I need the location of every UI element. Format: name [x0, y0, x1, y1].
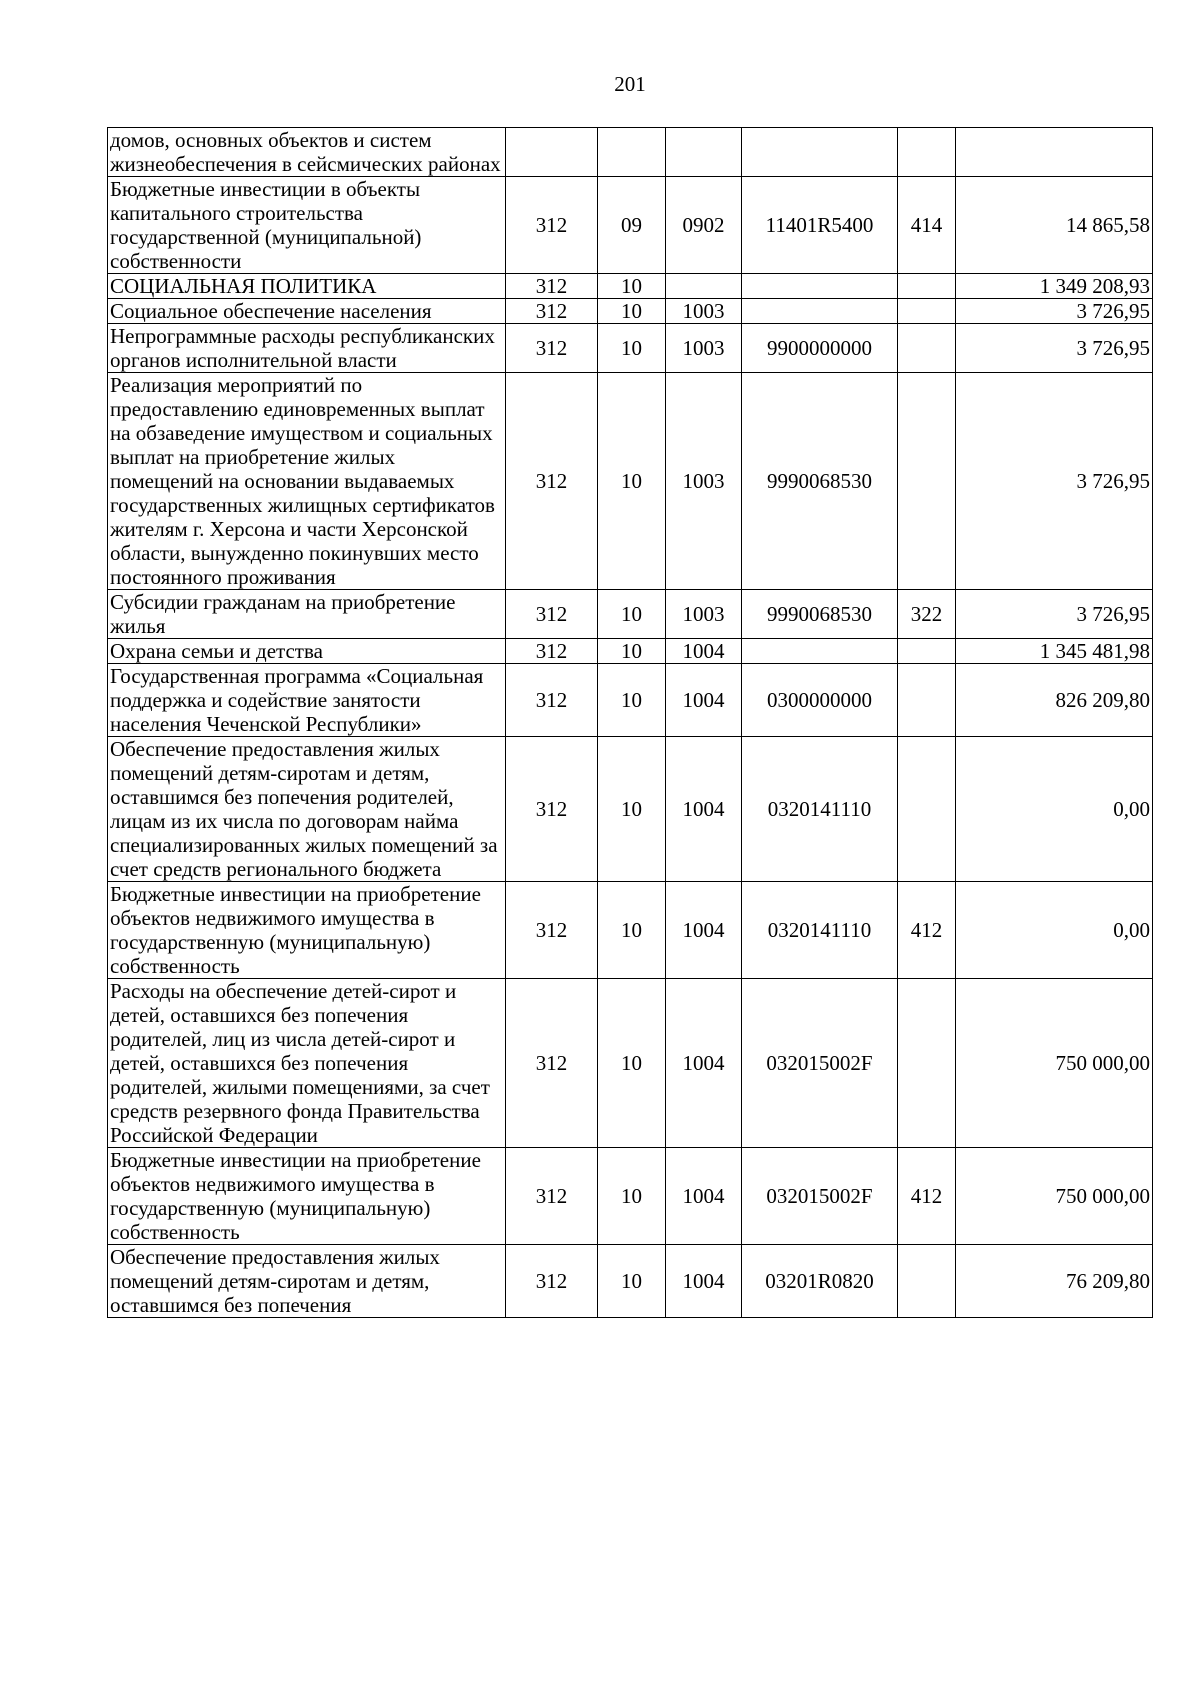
cell-pr: 1003 — [666, 324, 742, 373]
table-row — [108, 128, 1153, 177]
cell-ved: 312 — [506, 299, 598, 324]
table-row — [108, 664, 1153, 737]
cell-vr — [898, 639, 956, 664]
table-row — [108, 299, 1153, 324]
table-row — [108, 639, 1153, 664]
cell-vr — [898, 324, 956, 373]
cell-sum: 0,00 — [956, 882, 1153, 979]
cell-sum: 750 000,00 — [956, 1148, 1153, 1245]
cell-vr: 412 — [898, 1148, 956, 1245]
cell-rz: 10 — [598, 324, 666, 373]
cell-csr: 0320141110 — [742, 882, 898, 979]
cell-csr: 9990068530 — [742, 590, 898, 639]
cell-rz — [598, 128, 666, 177]
cell-csr: 03201R0820 — [742, 1245, 898, 1318]
cell-sum: 750 000,00 — [956, 979, 1153, 1148]
cell-name: Бюджетные инвестиции в объекты капитального строительства государственной (муниципальной) собственности — [108, 177, 506, 274]
cell-pr — [666, 128, 742, 177]
cell-ved: 312 — [506, 737, 598, 882]
cell-csr — [742, 128, 898, 177]
cell-name: Расходы на обеспечение детей-сирот и детей, оставшихся без попечения родителей, лиц из числа детей-сирот и детей, оставшихся без попечения родителей, жилыми помещениями, за счет средств резервного фонда Правительства Российской Федерации — [108, 979, 506, 1148]
table-row — [108, 882, 1153, 979]
cell-pr: 1004 — [666, 737, 742, 882]
cell-rz: 10 — [598, 664, 666, 737]
cell-sum: 826 209,80 — [956, 664, 1153, 737]
cell-ved: 312 — [506, 373, 598, 590]
cell-pr: 1003 — [666, 590, 742, 639]
cell-ved: 312 — [506, 664, 598, 737]
cell-sum: 1 349 208,93 — [956, 274, 1153, 299]
cell-ved: 312 — [506, 324, 598, 373]
cell-name: Обеспечение предоставления жилых помещений детям-сиротам и детям, оставшимся без попечения родителей, лицам из их числа по договорам найма специализированных жилых помещений за счет средств регионального бюджета — [108, 737, 506, 882]
budget-table — [107, 127, 1153, 1318]
cell-pr: 1004 — [666, 664, 742, 737]
table-row — [108, 274, 1153, 299]
cell-pr: 1004 — [666, 882, 742, 979]
cell-rz: 10 — [598, 299, 666, 324]
cell-name: Субсидии гражданам на приобретение жилья — [108, 590, 506, 639]
cell-sum: 3 726,95 — [956, 299, 1153, 324]
cell-ved: 312 — [506, 639, 598, 664]
cell-name: Реализация мероприятий по предоставлению единовременных выплат на обзаведение имуществом и социальных выплат на приобретение жилых помещений на основании выдаваемых государственных жилищных сертификатов жителям г. Херсона и части Херсонской области, вынужденно покинувших место постоянного проживания — [108, 373, 506, 590]
cell-pr: 1003 — [666, 373, 742, 590]
cell-rz: 10 — [598, 1148, 666, 1245]
cell-csr — [742, 274, 898, 299]
table-row — [108, 590, 1153, 639]
cell-rz: 10 — [598, 639, 666, 664]
cell-pr: 1004 — [666, 639, 742, 664]
cell-csr: 032015002F — [742, 979, 898, 1148]
cell-vr — [898, 979, 956, 1148]
cell-vr: 412 — [898, 882, 956, 979]
table-row — [108, 1148, 1153, 1245]
cell-sum: 0,00 — [956, 737, 1153, 882]
cell-name: СОЦИАЛЬНАЯ ПОЛИТИКА — [108, 274, 506, 299]
cell-rz: 10 — [598, 373, 666, 590]
cell-ved: 312 — [506, 590, 598, 639]
cell-ved: 312 — [506, 1148, 598, 1245]
cell-name: Бюджетные инвестиции на приобретение объектов недвижимого имущества в государственную (муниципальную) собственность — [108, 1148, 506, 1245]
cell-vr — [898, 373, 956, 590]
cell-vr — [898, 128, 956, 177]
cell-sum: 3 726,95 — [956, 324, 1153, 373]
table-row — [108, 1245, 1153, 1318]
cell-csr — [742, 299, 898, 324]
cell-name: Социальное обеспечение населения — [108, 299, 506, 324]
cell-csr: 9990068530 — [742, 373, 898, 590]
cell-sum: 76 209,80 — [956, 1245, 1153, 1318]
cell-rz: 10 — [598, 882, 666, 979]
cell-csr — [742, 639, 898, 664]
cell-pr: 0902 — [666, 177, 742, 274]
table-row — [108, 177, 1153, 274]
cell-csr: 032015002F — [742, 1148, 898, 1245]
cell-sum: 3 726,95 — [956, 373, 1153, 590]
cell-sum: 3 726,95 — [956, 590, 1153, 639]
cell-vr — [898, 274, 956, 299]
cell-ved: 312 — [506, 882, 598, 979]
cell-rz: 10 — [598, 1245, 666, 1318]
cell-csr: 9900000000 — [742, 324, 898, 373]
cell-ved: 312 — [506, 177, 598, 274]
table-row — [108, 737, 1153, 882]
cell-csr: 11401R5400 — [742, 177, 898, 274]
cell-ved: 312 — [506, 1245, 598, 1318]
cell-name: Непрограммные расходы республиканских органов исполнительной власти — [108, 324, 506, 373]
page-number: 201 — [614, 72, 646, 96]
cell-name: домов, основных объектов и систем жизнеобеспечения в сейсмических районах — [108, 128, 506, 177]
cell-csr: 0300000000 — [742, 664, 898, 737]
cell-vr — [898, 299, 956, 324]
cell-name: Обеспечение предоставления жилых помещений детям-сиротам и детям, оставшимся без попечения — [108, 1245, 506, 1318]
cell-sum — [956, 128, 1153, 177]
table-row — [108, 979, 1153, 1148]
cell-vr — [898, 664, 956, 737]
cell-name: Государственная программа «Социальная поддержка и содействие занятости населения Чеченской Республики» — [108, 664, 506, 737]
cell-sum: 1 345 481,98 — [956, 639, 1153, 664]
cell-vr: 414 — [898, 177, 956, 274]
cell-pr — [666, 274, 742, 299]
cell-rz: 10 — [598, 274, 666, 299]
cell-pr: 1004 — [666, 1148, 742, 1245]
cell-vr — [898, 737, 956, 882]
cell-pr: 1004 — [666, 1245, 742, 1318]
cell-pr: 1003 — [666, 299, 742, 324]
cell-rz: 09 — [598, 177, 666, 274]
cell-pr: 1004 — [666, 979, 742, 1148]
cell-name: Охрана семьи и детства — [108, 639, 506, 664]
cell-rz: 10 — [598, 979, 666, 1148]
cell-csr: 0320141110 — [742, 737, 898, 882]
table-row — [108, 373, 1153, 590]
table-row — [108, 324, 1153, 373]
cell-name: Бюджетные инвестиции на приобретение объектов недвижимого имущества в государственную (муниципальную) собственность — [108, 882, 506, 979]
cell-vr: 322 — [898, 590, 956, 639]
cell-rz: 10 — [598, 590, 666, 639]
cell-vr — [898, 1245, 956, 1318]
cell-rz: 10 — [598, 737, 666, 882]
cell-sum: 14 865,58 — [956, 177, 1153, 274]
cell-ved: 312 — [506, 274, 598, 299]
cell-ved: 312 — [506, 979, 598, 1148]
cell-ved — [506, 128, 598, 177]
